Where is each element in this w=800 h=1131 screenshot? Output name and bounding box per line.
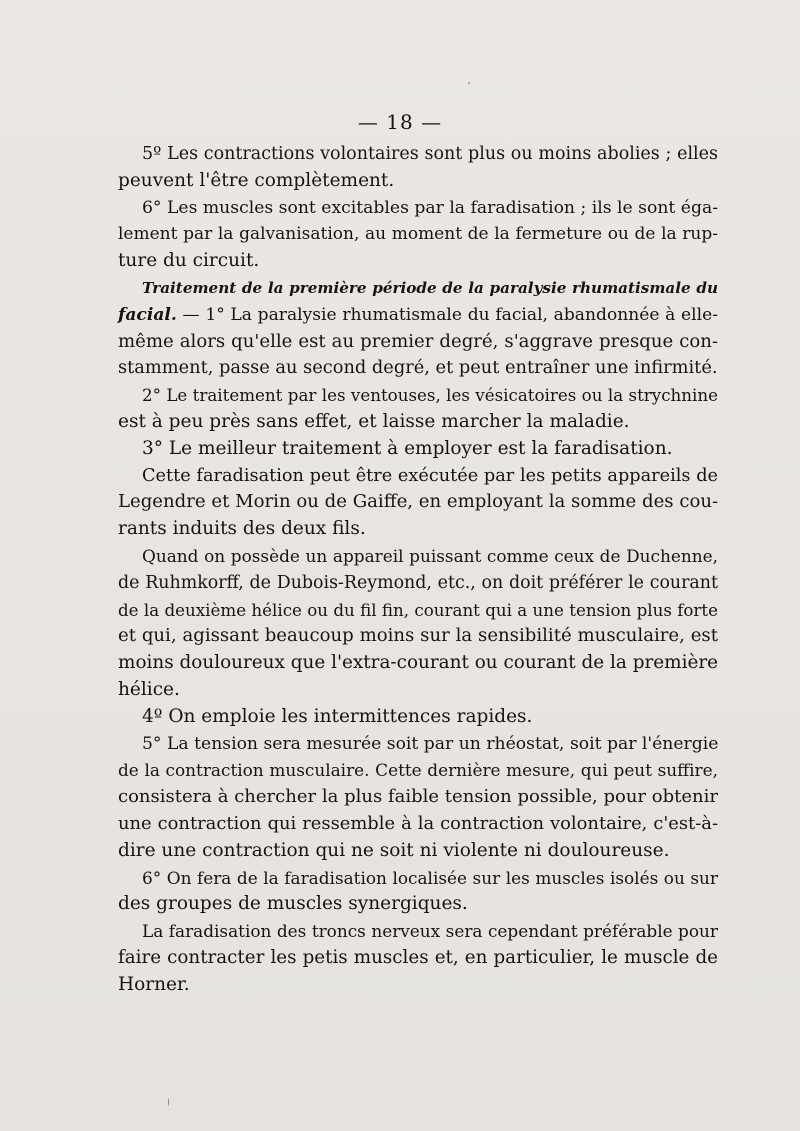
line-text: et qui, agissant beaucoup moins sur la sensibilité musculaire, est [118,625,718,647]
text-line [118,650,718,677]
text-line [118,972,718,999]
text-line [118,516,718,543]
text-line [118,248,718,275]
text-line [118,436,718,463]
line-text: 6° On fera de la faradisation localisée sur les muscles isolés ou sur [142,867,718,888]
text-line [118,731,718,758]
text-line [118,570,718,597]
line-text: 5º Les contractions volontaires sont plus ou moins abolies ; elles [142,144,718,164]
line-text: rants induits des deux fils. [118,518,366,540]
print-speck [468,82,470,84]
line-text: peuvent l'être complètement. [118,169,395,191]
text-line [118,757,718,784]
print-speck [168,1098,169,1106]
line-text: 3° Le meilleur traitement à employer est la faradisation. [142,437,673,459]
text-line [118,543,718,570]
text-line [118,195,718,222]
text-line [118,597,718,624]
line-text: Quand on possède un appareil puissant comme ceux de Duchenne, [142,545,718,566]
line-text: ture du circuit. [118,250,260,272]
text-line [118,918,718,945]
line-text: moins douloureux que l'extra-courant ou courant de la première [118,652,719,674]
line-text: de la deuxième hélice ou du fil fin, courant qui a une tension plus forte [118,599,718,620]
line-text: Legendre et Morin ou de Gaiffe, en employant la somme des cou- [118,491,719,513]
italic-heading: Traitement de la première période de la paralysie rhumatismale du [142,278,718,297]
text-line [118,677,718,704]
text-line [118,623,718,650]
text-line [118,489,718,516]
line-text: La faradisation des troncs nerveux sera cependant préférable pour [142,921,718,942]
text-line [118,409,718,436]
body-text [118,141,718,999]
line-text: même alors qu'elle est au premier degré, s'aggrave presque con- [118,330,718,352]
line-text: 2° Le traitement par les ventouses, les vésicatoires ou la strychnine [142,385,718,406]
line-text: Horner. [118,973,190,995]
text-line [118,355,718,382]
line-text: Cette faradisation peut être exécutée par les petits appareils de [142,465,718,486]
line-text: — 1° La paralysie rhumatismale du facial, abandonnée à elle- [176,304,718,325]
text-line [118,168,718,195]
line-text: des groupes de muscles synergiques. [118,893,468,915]
text-line [118,865,718,892]
text-line [118,141,718,168]
line-text: de la contraction musculaire. Cette dernière mesure, qui peut suffire, [118,760,718,781]
line-text: lement par la galvanisation, au moment de la fermeture ou de la rup- [118,224,718,245]
line-text: de Ruhmkorff, de Dubois-Reymond, etc., on doit préférer le courant [118,572,718,593]
text-line [118,891,718,918]
text-line [118,463,718,490]
page-number: — 18 — [357,110,443,134]
line-text: 6° Les muscles sont excitables par la faradisation ; ils le sont éga- [142,197,718,218]
text-line [118,275,718,302]
line-text: dire une contraction qui ne soit ni violente ni douloureuse. [118,839,670,861]
text-line [118,784,718,811]
text-line [118,811,718,838]
line-text: 5° La tension sera mesurée soit par un rhéostat, soit par l'énergie [142,733,719,754]
text-line [118,221,718,248]
text-line [118,838,718,865]
text-line [118,382,718,409]
line-text: 4º On emploie les intermittences rapides. [142,705,533,727]
italic-heading: facial. [118,304,177,325]
text-line [118,329,718,356]
text-line [118,302,718,329]
line-text: est à peu près sans effet, et laisse marcher la maladie. [118,410,630,432]
line-text: stamment, passe au second degré, et peut entraîner une infirmité. [118,357,718,379]
text-line [118,945,718,972]
text-line [118,704,718,731]
line-text: hélice. [118,678,180,700]
line-text: consistera à chercher la plus faible tension possible, pour obtenir [118,786,718,808]
line-text: une contraction qui ressemble à la contraction volontaire, c'est-à- [118,812,718,834]
line-text: faire contracter les petis muscles et, en particulier, le muscle de [118,946,718,968]
